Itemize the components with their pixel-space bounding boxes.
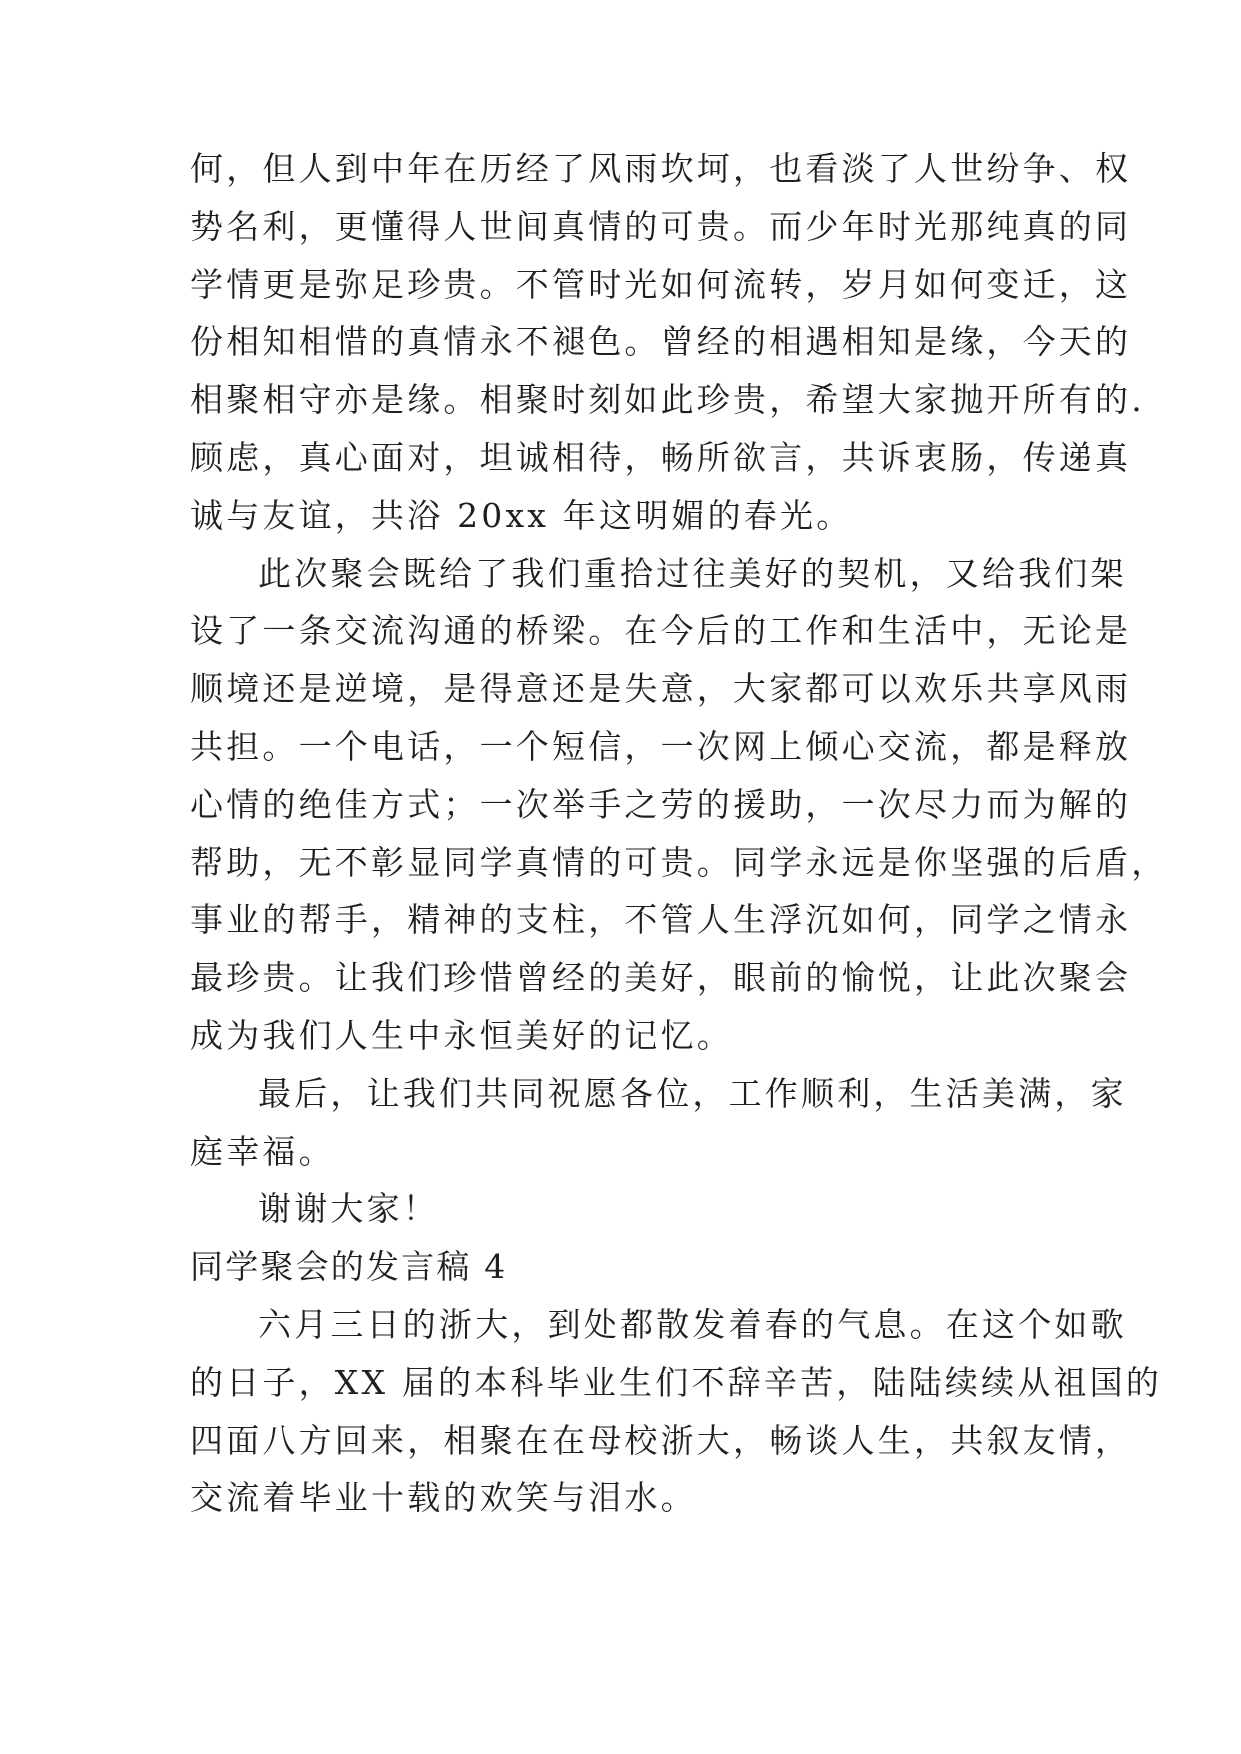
paragraph-line: 谢谢大家！ xyxy=(258,1189,439,1229)
paragraph-line: 顾虑，真心面对，坦诚相待，畅所欲言，共诉衷肠，传递真 xyxy=(190,437,1132,477)
paragraph-line: 何，但人到中年在历经了风雨坎坷，也看淡了人世纷争、权 xyxy=(190,149,1132,188)
paragraph-5 xyxy=(190,1296,1163,1527)
paragraph-line: 相聚相守亦是缘。相聚时刻如此珍贵，希望大家抛开所有的. xyxy=(190,380,1145,420)
paragraph-line: 心情的绝佳方式；一次举手之劳的援助，一次尽力而为解的 xyxy=(190,784,1132,824)
document-body xyxy=(190,140,1168,1527)
paragraph-line: 最后，让我们共同祝愿各位，工作顺利，生活美满，家 xyxy=(258,1073,1127,1113)
paragraph-line: 的日子，XX 届的本科毕业生们不辞辛苦，陆陆续续从祖国的 xyxy=(190,1362,1163,1402)
paragraph-line: 最珍贵。让我们珍惜曾经的美好，眼前的愉悦，让此次聚会 xyxy=(190,958,1132,998)
paragraph-line: 交流着毕业十载的欢笑与泪水。 xyxy=(190,1478,697,1518)
section-heading: 同学聚会的发言稿 4 xyxy=(190,1247,508,1287)
paragraph-line: 设了一条交流沟通的桥梁。在今后的工作和生活中，无论是 xyxy=(190,611,1132,651)
paragraph-2 xyxy=(190,545,1168,1065)
paragraph-line: 顺境还是逆境，是得意还是失意，大家都可以欢乐共享风雨 xyxy=(190,669,1132,709)
paragraph-line: 成为我们人生中永恒美好的记忆。 xyxy=(190,1015,733,1055)
paragraph-line: 六月三日的浙大，到处都散发着春的气息。在这个如歌 xyxy=(258,1304,1127,1344)
paragraph-4 xyxy=(190,1180,1070,1238)
paragraph-line: 势名利，更懂得人世间真情的可贵。而少年时光那纯真的同 xyxy=(190,206,1132,246)
paragraph-3 xyxy=(190,1065,1127,1181)
paragraph-line: 诚与友谊，共浴 20xx 年这明媚的春光。 xyxy=(190,495,853,535)
paragraph-line: 四面八方回来，相聚在在母校浙大，畅谈人生，共叙友情， xyxy=(190,1420,1132,1460)
paragraph-line: 庭幸福。 xyxy=(190,1131,335,1171)
paragraph-line: 此次聚会既给了我们重拾过往美好的契机，又给我们架 xyxy=(258,553,1127,593)
paragraph-line: 共担。一个电话，一个短信，一次网上倾心交流，都是释放 xyxy=(190,726,1132,766)
paragraph-1 xyxy=(190,140,1145,545)
paragraph-line: 份相知相惜的真情永不褪色。曾经的相遇相知是缘，今天的 xyxy=(190,322,1132,362)
paragraph-line: 学情更是弥足珍贵。不管时光如何流转，岁月如何变迁，这 xyxy=(190,264,1132,304)
paragraph-line: 事业的帮手，精神的支柱，不管人生浮沉如何，同学之情永 xyxy=(190,900,1132,940)
paragraph-line: 帮助，无不彰显同学真情的可贵。同学永远是你坚强的后盾， xyxy=(190,842,1168,882)
